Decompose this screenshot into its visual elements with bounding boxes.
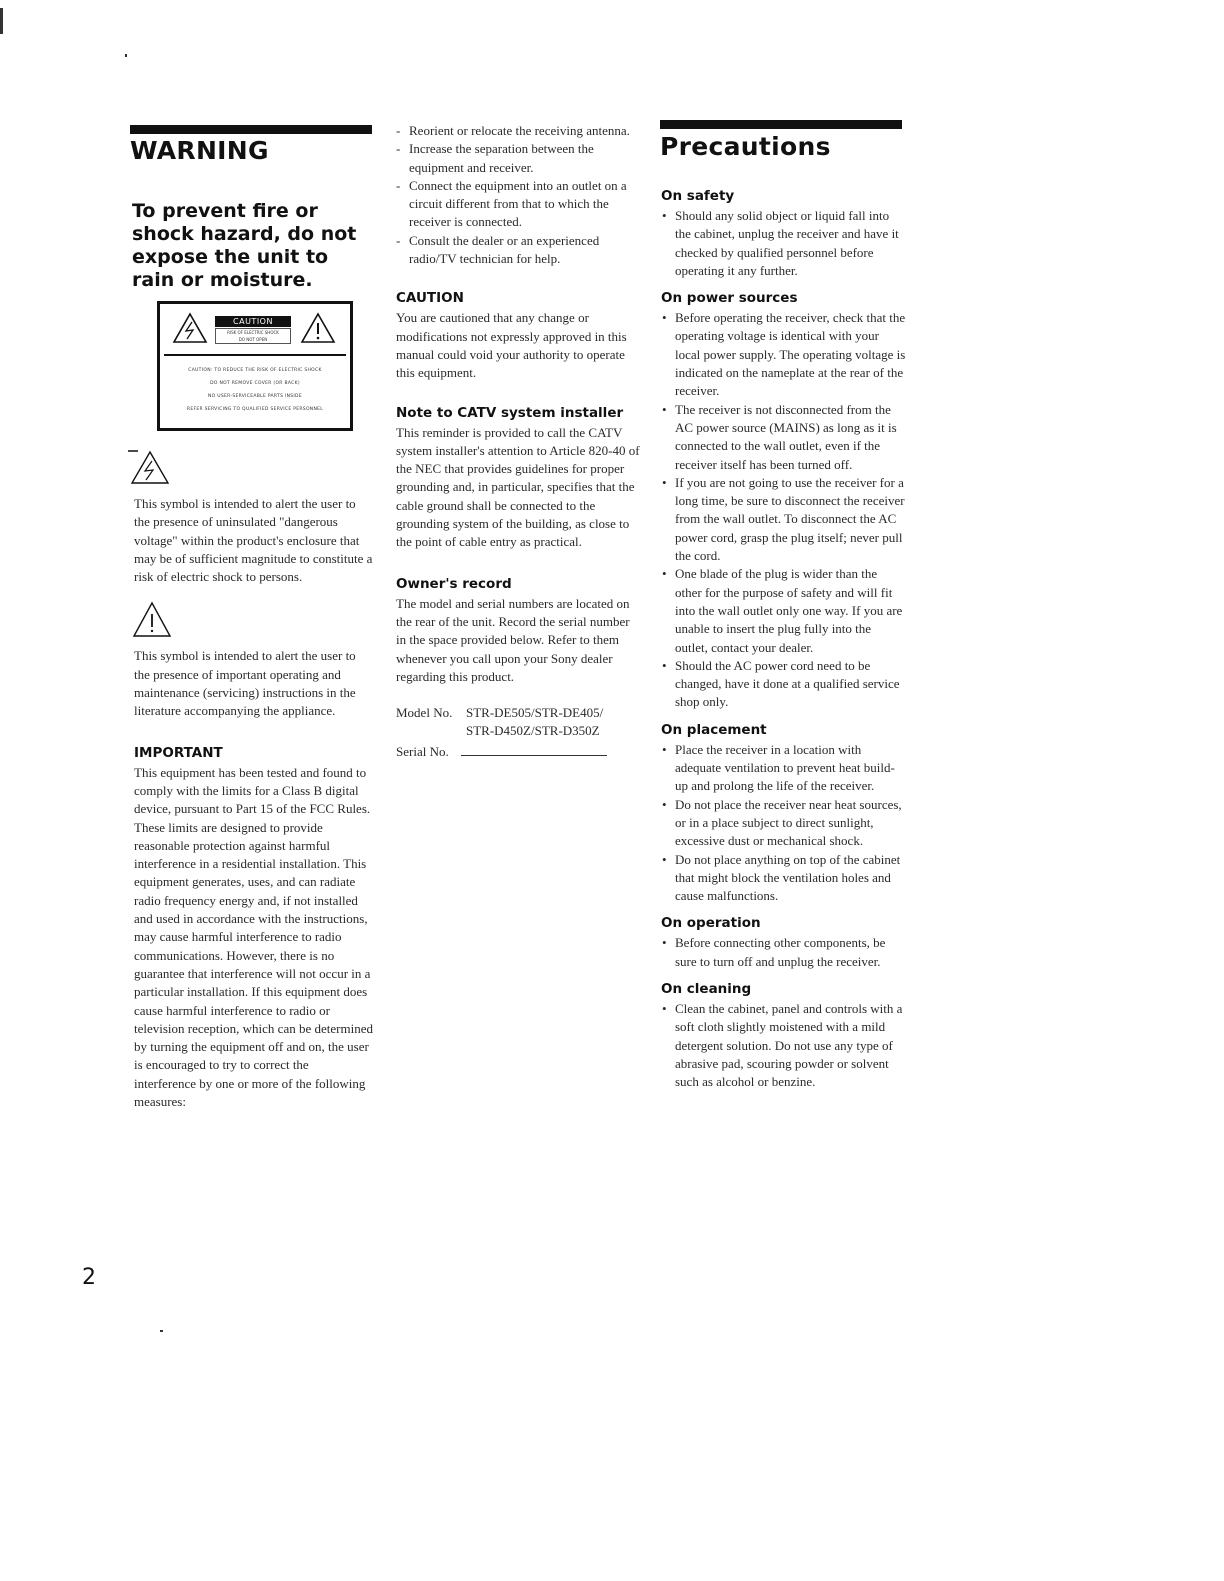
safety-heading: On safety [661, 188, 735, 204]
risk-line: DO NOT OPEN [238, 337, 268, 342]
important-section [134, 745, 374, 1112]
owners-record-heading: Owner's record [396, 575, 512, 592]
power-sources-list [661, 309, 907, 712]
caution-label-divider [164, 354, 346, 356]
cleaning-section [661, 981, 907, 1091]
caution-label-graphic [157, 301, 353, 431]
list-item: • One blade of the plug is wider than the other for the purpose of safety and will fit into the wall outlet only one way. If you are unable to insert the plug fully into the outlet, contact your dealer. [661, 565, 907, 656]
list-item: • Do not place anything on top of the cabinet that might block the ventilation holes and cause malfunctions. [661, 851, 907, 906]
interference-measures-list [396, 122, 640, 268]
important-heading: IMPORTANT [134, 744, 223, 761]
warning-rule [130, 125, 372, 134]
power-sources-section [661, 290, 907, 712]
lightning-symbol-text: This symbol is intended to alert the user to the presence of uninsulated "dangerous voltage" within the product's enclosure that may be of sufficient magnitude to constitute a risk of electric shock to persons. [134, 496, 373, 585]
owners-record-section [396, 576, 640, 761]
lightning-triangle-icon [172, 312, 208, 344]
scan-speck [160, 1330, 163, 1332]
important-paragraph: These limits are designed to provide reasonable protection against harmful interference in a residential installation. This equipment generates, uses, and can radiate radio frequency energy and, if not installed and used in accordance with the instructions, may cause harmful interference to radio communications. However, there is no guarantee that interference will not occur in a particular installation. If this equipment does cause harmful interference to radio or television reception, which can be determined by turning the equipment off and on, the user is encouraged to try to correct the interference by one or more of the following measures: [134, 819, 373, 1110]
hazard-statement: To prevent fire or shock hazard, do not expose the unit to rain or moisture. [132, 200, 357, 291]
power-sources-heading: On power sources [661, 290, 798, 307]
model-line: STR-D450Z/STR-D350Z [466, 723, 600, 739]
cleaning-list [661, 1000, 907, 1091]
catv-heading: Note to CATV system installer [396, 404, 624, 421]
list-item: • Clean the cabinet, panel and controls with a soft cloth slightly moistened with a mild detergent solution. Do not use any type of abrasive pad, scouring powder or solvent such as alcohol or benzine. [661, 1000, 907, 1091]
list-item: • Before operating the receiver, check that the operating voltage is identical with your local power supply. The operating voltage is indicated on the nameplate at the rear of the receiver. [661, 309, 907, 400]
safety-list [661, 207, 907, 280]
precautions-title: Precautions [660, 132, 831, 161]
list-item: - Reorient or relocate the receiving antenna. [396, 122, 640, 140]
list-item: • Do not place the receiver near heat sources, or in a place subject to direct sunlight, excessive dust or mechanical shock. [661, 796, 907, 851]
placement-section [661, 722, 907, 906]
left-column-symbols [134, 446, 374, 1111]
caution-fine-print [170, 364, 340, 416]
list-item: • If you are not going to use the receiver for a long time, be sure to disconnect the receiver from the wall outlet. To disconnect the AC power cord, grasp the plug itself; never pull the cord. [661, 474, 907, 565]
exclamation-triangle-icon [130, 600, 174, 640]
caution-label-title: CAUTION [215, 316, 291, 327]
placement-list [661, 741, 907, 906]
risk-line: RISK OF ELECTRIC SHOCK [227, 330, 279, 335]
fine-line: NO USER-SERVICEABLE PARTS INSIDE [208, 394, 302, 399]
catv-section [396, 405, 640, 552]
precautions-rule [660, 120, 902, 129]
lightning-triangle-icon [128, 446, 172, 486]
serial-label: Serial No. [396, 743, 449, 759]
important-paragraph: This equipment has been tested and found to comply with the limits for a Class B digital device, pursuant to Part 15 of the FCC Rules. [134, 764, 371, 817]
scan-mark [0, 8, 3, 34]
model-label: Model No. [396, 705, 453, 721]
page-number: 2 [82, 1265, 96, 1290]
scan-speck [125, 54, 127, 57]
model-line: STR-DE505/STR-DE405/ [466, 705, 604, 721]
catv-text: This reminder is provided to call the CATV system installer's attention to Article 820-40 of the NEC that provides guidelines for proper grounding and, in particular, specifies that the cable ground shall be connected to the grounding system of the building, as close to the point of cable entry as practical. [396, 424, 640, 550]
list-item: - Connect the equipment into an outlet on a circuit different from that to which the receiver is connected. [396, 177, 640, 232]
caution-heading: CAUTION [396, 290, 464, 307]
operation-list [661, 934, 907, 971]
serial-number-field[interactable] [461, 743, 607, 756]
owners-record-text: The model and serial numbers are located on the rear of the unit. Record the serial number in the space provided below. Refer to them whenever you call upon your Sony dealer regarding this product. [396, 595, 630, 684]
warning-title: WARNING [130, 136, 269, 165]
caution-risk-box [215, 328, 291, 344]
list-item: - Increase the separation between the equipment and receiver. [396, 140, 640, 177]
operation-heading: On operation [661, 915, 761, 932]
caution-section [396, 290, 640, 382]
list-item: • The receiver is not disconnected from the AC power source (MAINS) as long as it is connected to the wall outlet, even if the receiver itself has been turned off. [661, 401, 907, 474]
list-item: • Should the AC power cord need to be changed, have it done at a qualified service shop only. [661, 657, 907, 712]
fine-line: REFER SERVICING TO QUALIFIED SERVICE PERSONNEL [186, 407, 324, 412]
list-item: • Should any solid object or liquid fall into the cabinet, unplug the receiver and have it checked by qualified personnel before operating it any further. [661, 207, 907, 280]
fine-line: CAUTION: TO REDUCE THE RISK OF ELECTRIC SHOCK [188, 368, 322, 373]
model-numbers [466, 704, 603, 741]
cleaning-heading: On cleaning [661, 980, 752, 997]
middle-column [396, 122, 640, 761]
exclamation-symbol-text: This symbol is intended to alert the user to the presence of important operating and maintenance (servicing) instructions in the literature accompanying the appliance. [134, 648, 356, 719]
fine-line: DO NOT REMOVE COVER (OR BACK) [210, 381, 300, 386]
list-item: • Before connecting other components, be sure to turn off and unplug the receiver. [661, 934, 907, 971]
model-serial-record [396, 704, 640, 761]
placement-heading: On placement [661, 721, 767, 738]
safety-section [661, 188, 907, 280]
caution-text: You are cautioned that any change or modifications not expressly approved in this manual could void your authority to operate this equipment. [396, 310, 627, 381]
right-column [661, 188, 907, 1091]
list-item: - Consult the dealer or an experienced radio/TV technician for help. [396, 232, 640, 269]
exclamation-triangle-icon [300, 312, 336, 344]
list-item: • Place the receiver in a location with adequate ventilation to prevent heat build-up and prolong the life of the receiver. [661, 741, 907, 796]
operation-section [661, 915, 907, 971]
